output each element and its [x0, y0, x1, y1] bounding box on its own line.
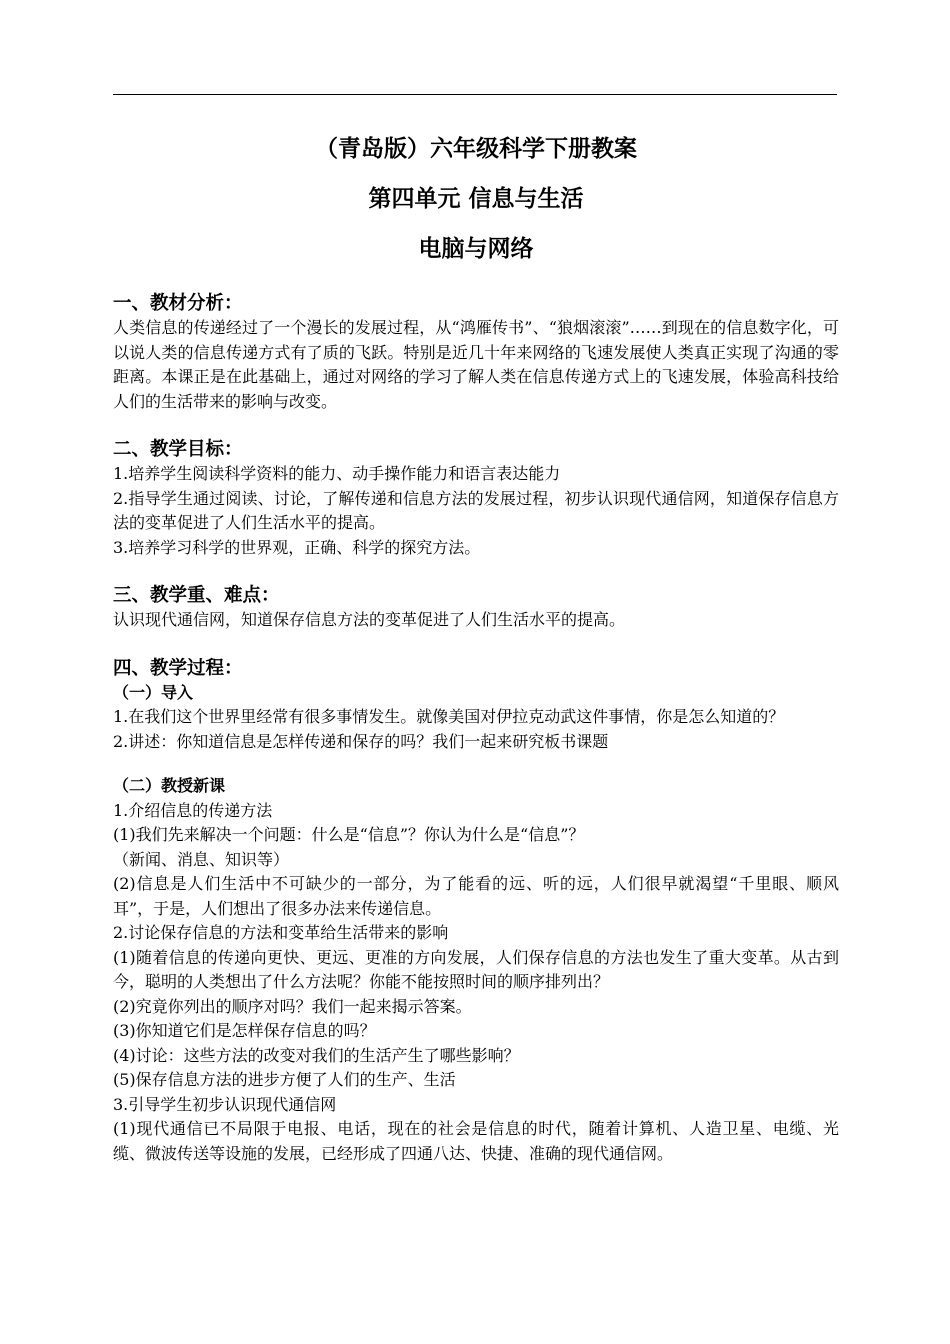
- section-heading: 四、教学过程：: [113, 657, 243, 679]
- list-item: (1)随着信息的传递向更快、更远、更准的方向发展，人们保存信息的方法也发生了重大变革。从古到今，聪明的人类想出了什么方法呢？你能不能按照时间的顺序排列出？: [113, 947, 839, 991]
- list-item: 1.介绍信息的传递方法: [113, 800, 273, 820]
- list-item: (2)究竟你列出的顺序对吗？我们一起来揭示答案。: [113, 996, 472, 1016]
- list-item: (5)保存信息方法的进步方便了人们的生产、生活: [113, 1070, 456, 1089]
- section-heading: 三、教学重、难点：: [113, 585, 280, 606]
- list-item: 2.指导学生通过阅读、讨论，了解传递和信息方法的发展过程，初步认识现代通信网，知道保存信息方法的变革促进了人们生活水平的提高。: [113, 488, 839, 532]
- section-teaching-goals: [113, 438, 839, 560]
- paragraph: 人类信息的传递经过了一个漫长的发展过程，从“鸿雁传书”、“狼烟滚滚”……到现在的信息数字化，可以说人类的信息传递方式有了质的飞跃。特别是近几十年来网络的飞速发展使人类真正实现了沟通的零距离。本课正是在此基础上，通过对网络的学习了解人类在信息传递方式上的飞速发展，体验高科技给人们的生活带来的影响与改变。: [113, 318, 839, 411]
- header-rule: [113, 94, 837, 95]
- list-item: 2.讨论保存信息的方法和变革给生活带来的影响: [113, 923, 449, 942]
- list-item: 1.在我们这个世界里经常有很多事情发生。就像美国对伊拉克动武这件事情，你是怎么知道的？: [113, 707, 785, 726]
- section-teaching-process: [113, 657, 839, 1167]
- paragraph: 认识现代通信网，知道保存信息方法的变革促进了人们生活水平的提高。: [113, 610, 626, 629]
- subsection-heading: （二）教授新课: [113, 776, 226, 795]
- section-heading: 一、教材分析：: [113, 293, 243, 314]
- list-item: (1)现代通信已不局限于电报、电话，现在的社会是信息的时代，随着计算机、人造卫星、电缆、光缆、微波传送等设施的发展，已经形成了四通八达、快捷、准确的现代通信网。: [113, 1119, 839, 1163]
- document-body: [113, 134, 839, 1166]
- lesson-title: 电脑与网络: [418, 236, 534, 262]
- list-item: 3.培养学习科学的世界观，正确、科学的探究方法。: [113, 537, 481, 557]
- list-item: (2)信息是人们生活中不可缺少的一部分，为了能看的远、听的远，人们很早就渴望“千里眼、顺风耳”，于是，人们想出了很多办法来传递信息。: [113, 874, 839, 918]
- unit-title: 第四单元 信息与生活: [368, 186, 584, 212]
- section-key-points: [113, 584, 839, 633]
- section-material-analysis: [113, 292, 839, 414]
- list-item: 2.讲述：你知道信息是怎样传递和保存的吗？我们一起来研究板书课题: [113, 731, 609, 751]
- document-title: （青岛版）六年级科学下册教案: [315, 136, 637, 162]
- list-item: (1)我们先来解决一个问题：什么是“信息”？你认为什么是“信息”？: [113, 825, 585, 844]
- section-heading: 二、教学目标：: [113, 439, 243, 460]
- subsection-heading: （一）导入: [113, 682, 194, 702]
- list-item: (4)讨论：这些方法的改变对我们的生活产生了哪些影响？: [113, 1045, 520, 1065]
- list-item: (3)你知道它们是怎样保存信息的吗？: [113, 1021, 376, 1040]
- list-item: （新闻、消息、知识等）: [113, 849, 290, 869]
- list-item: 1.培养学生阅读科学资料的能力、动手操作能力和语言表达能力: [113, 464, 561, 483]
- list-item: 3.引导学生初步认识现代通信网: [113, 1094, 337, 1114]
